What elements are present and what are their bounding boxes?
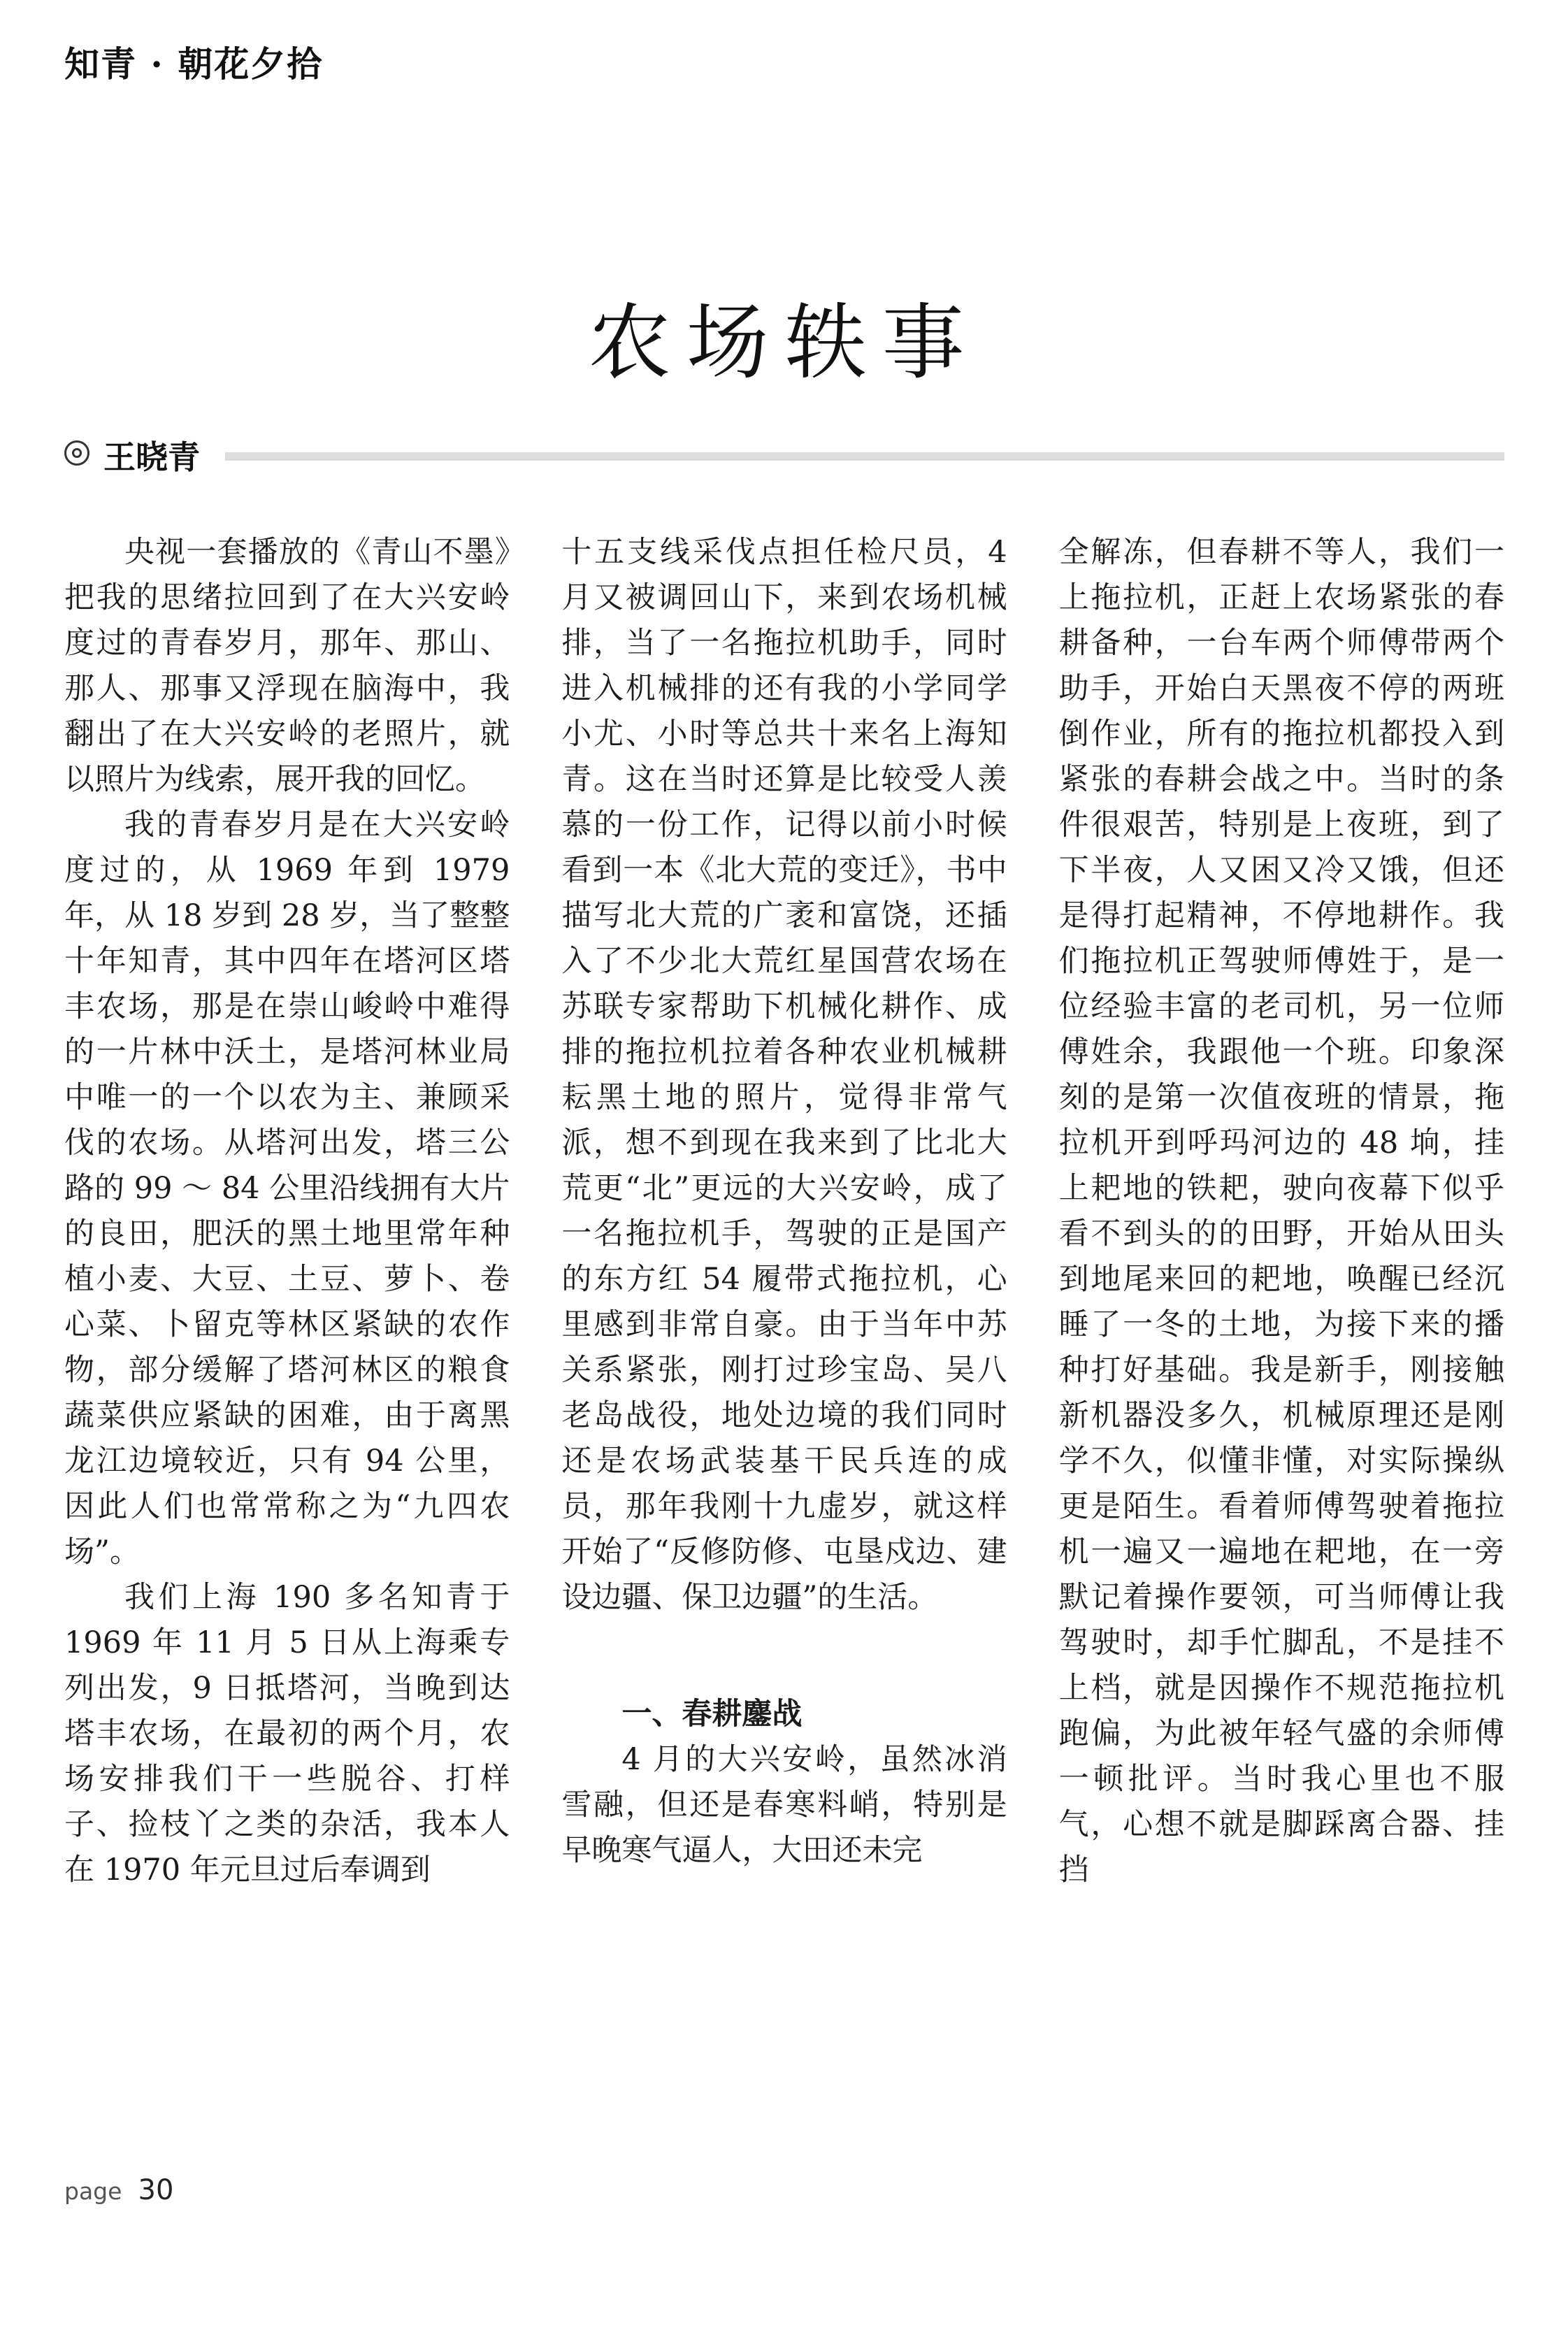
column-3 bbox=[1059, 530, 1504, 2194]
author-byline bbox=[64, 428, 1504, 484]
paragraph: 4 月的大兴安岭，虽然冰消雪融，但还是春寒料峭，特别是早晚寒气逼人，大田还未完 bbox=[561, 1742, 1007, 1868]
section-header: 知青 · 朝花夕拾 bbox=[64, 43, 324, 85]
paragraph: 全解冻，但春耕不等人，我们一上拖拉机，正赶上农场紧张的春耕备种，一台车两个师傅带两个助手，开始白天黑夜不停的两班倒作业，所有的拖拉机都投入到紧张的春耕会战之中。当时的条件很艰苦，特别是上夜班，到了下半夜，人又困又冷又饿，但还是得打起精神，不停地耕作。我们拖拉机正驾驶师傅姓于，是一位经验丰富的老司机，另一位师傅姓余，我跟他一个班。印象深刻的是第一次值夜班的情景，拖拉机开到呼玛河边的 48 垧，挂上耙地的铁耙，驶向夜幕下似乎看不到头的的田野，开始从田头到地尾来回的耙地，唤醒已经沉睡了一冬的土地，为接下来的播种打好基础。我是新手，刚接触新机器没多久，机械原理还是刚学不久，似懂非懂，对实际操纵更是陌生。看着师傅驾驶着拖拉机一遍又一遍地在耙地，在一旁默记着操作要领，可当师傅让我驾驶时，却手忙脚乱，不是挂不上档，就是因操作不规范拖拉机跑偏，为此被年轻气盛的余师傅一顿批评。当时我心里也不服气，心想不就是脚踩离合器、挂挡 bbox=[1058, 535, 1504, 1887]
paragraph: 央视一套播放的《青山不墨》把我的思绪拉回到了在大兴安岭度过的青春岁月，那年、那山、那人、那事又浮现在脑海中，我翻出了在大兴安岭的老照片，就以照片为线索，展开我的回忆。 bbox=[64, 535, 510, 797]
author-name: 王晓青 bbox=[103, 438, 200, 476]
page-number: 30 bbox=[138, 2174, 174, 2206]
column-2 bbox=[561, 530, 1007, 2194]
paragraph: 我的青春岁月是在大兴安岭度过的，从 1969 年到 1979 年，从 18 岁到 28 岁，当了整整十年知青，其中四年在塔河区塔丰农场，那是在崇山峻岭中难得的一片林中沃土，是塔河林业局中唯一的一个以农为主、兼顾采伐的农场。从塔河出发，塔三公路的 99 ～ 84 公里沿线拥有大片的良田，肥沃的黑土地里常年种植小麦、大豆、土豆、萝卜、卷心菜、卜留克等林区紧缺的农作物，部分缓解了塔河林区的粮食蔬菜供应紧缺的困难，由于离黑龙江边境较近，只有 94 公里，因此人们也常常称之为“九四农场”。 bbox=[64, 807, 510, 1569]
article-body bbox=[64, 530, 1504, 2194]
paragraph: 我们上海 190 多名知青于 1969 年 11 月 5 日从上海乘专列出发，9 日抵塔河，当晚到达塔丰农场，在最初的两个月，农场安排我们干一些脱谷、打样子、捡枝丫之类的杂活，我本人在 1970 年元旦过后奉调到 bbox=[64, 1580, 510, 1887]
article-title: 农场轶事 bbox=[588, 294, 980, 391]
column-1 bbox=[64, 530, 510, 2194]
paragraph: 十五支线采伐点担任检尺员，4 月又被调回山下，来到农场机械排，当了一名拖拉机助手，同时进入机械排的还有我的小学同学小尤、小时等总共十来名上海知青。这在当时还算是比较受人羡慕的一份工作，记得以前小时候看到一本《北大荒的变迁》，书中描写北大荒的广袤和富饶，还插入了不少北大荒红星国营农场在苏联专家帮助下机械化耕作、成排的拖拉机拉着各种农业机械耕耘黑土地的照片，觉得非常气派，想不到现在我来到了比北大荒更“北”更远的大兴安岭，成了一名拖拉机手，驾驶的正是国产的东方红 54 履带式拖拉机，心里感到非常自豪。由于当年中苏关系紧张，刚打过珍宝岛、吴八老岛战役，地处边境的我们同时还是农场武装基干民兵连的成员，那年我刚十九虚岁，就这样开始了“反修防修、屯垦戍边、建设边疆、保卫边疆”的生活。 bbox=[561, 535, 1007, 1615]
section-subheading: 一、春耕鏖战 bbox=[621, 1697, 803, 1732]
bullseye-icon bbox=[64, 440, 89, 466]
page-footer bbox=[64, 2174, 173, 2206]
divider-rule bbox=[225, 452, 1504, 461]
page-label: page bbox=[64, 2178, 122, 2205]
